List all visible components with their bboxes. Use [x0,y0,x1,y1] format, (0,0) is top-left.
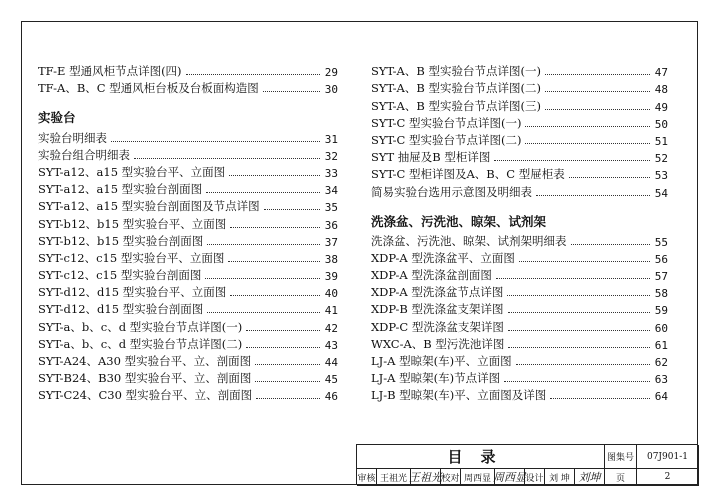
toc-entry [38,300,338,317]
dot-leader [246,330,320,331]
toc-entry-title: TF-A、B、C 型通风柜台板及台板面构造图 [38,81,259,96]
dot-leader [111,141,320,142]
dot-leader [536,195,650,196]
toc-entry [38,163,338,180]
section-gap [371,200,668,210]
toc-entry [38,197,338,214]
dot-leader [228,261,320,262]
reviewer-name: 王祖光 [377,469,411,486]
toc-entry-title: XDP-A 型洗涤盆平、立面图 [371,250,515,265]
toc-entry-page: 64 [654,390,668,404]
toc-entry [38,214,338,231]
page-label: 页 [605,469,637,486]
toc-entry-title: SYT-B24、B30 型实验台平、立、剖面图 [38,371,252,386]
toc-entry-title: WXC-A、B 型污洗池详图 [371,336,505,351]
toc-entry-title: 实验台组合明细表 [38,147,130,162]
dot-leader [504,381,650,382]
atlas-number-label: 图集号 [605,445,637,469]
toc-entry-title: SYT-a12、a15 型实验台剖面图 [38,182,203,197]
toc-entry-page: 36 [324,218,338,232]
title-block [356,444,698,485]
toc-entry-page: 54 [654,186,668,200]
toc-entry-page: 55 [654,235,668,249]
toc-entry-title: SYT-C 型柜详图及A、B、C 型屉柜表 [371,167,565,182]
toc-entry-title: XDP-C 型洗涤盆支架详图 [371,319,504,334]
toc-entry-page: 60 [654,321,668,335]
toc-entry-title: SYT-A、B 型实验台节点详图(三) [371,98,541,113]
dot-leader [508,312,650,313]
toc-entry-page: 38 [324,252,338,266]
toc-entry-page: 35 [324,201,338,215]
toc-entry-page: 56 [654,252,668,266]
reviewer-signature: 王祖光 [409,471,442,484]
toc-right-column [371,62,668,403]
dot-leader [263,91,320,92]
toc-entry-page: 52 [654,152,668,166]
dot-leader [205,278,320,279]
toc-entry-title: LJ-B 型晾架(车)平、立面图及详图 [371,388,547,403]
section-gap [38,96,338,106]
toc-entry-page: 30 [324,83,338,97]
dot-leader [246,347,320,348]
check-label: 校对 [441,469,461,486]
toc-entry [371,283,668,300]
dot-leader [134,158,320,159]
toc-entry-title: 实验台明细表 [38,130,107,145]
dot-leader [508,347,650,348]
toc-entry-title: SYT 抽屉及B 型柜详图 [371,150,491,165]
toc-entry [371,249,668,266]
page-number: 2 [637,469,699,486]
toc-entry [38,180,338,197]
toc-entry-title: SYT-b12、b15 型实验台剖面图 [38,233,204,248]
toc-entry-title: LJ-A 型晾架(车)节点详图 [371,371,501,386]
toc-entry-title: SYT-C24、C30 型实验台平、立、剖面图 [38,388,253,403]
toc-entry [371,165,668,182]
toc-left-column [38,62,338,403]
section-heading: 实验台 [38,110,76,126]
toc-entry [371,79,668,96]
toc-entry-title: SYT-c12、c15 型实验台平、立面图 [38,250,225,265]
dot-leader [230,295,320,296]
toc-entry-title: SYT-a、b、c、d 型实验台节点详图(一) [38,319,243,334]
toc-entry-title: SYT-b12、b15 型实验台平、立面图 [38,216,227,231]
toc-entry-title: SYT-a、b、c、d 型实验台节点详图(二) [38,336,243,351]
dot-leader [255,364,320,365]
toc-entry-page: 47 [654,66,668,80]
toc-entry-page: 33 [324,166,338,180]
toc-entry [371,62,668,79]
toc-entry-title: 简易实验台选用示意图及明细表 [371,184,532,199]
section-heading: 洗涤盆、污洗池、晾架、试剂架 [371,213,547,229]
toc-entry [371,114,668,131]
dot-leader [525,143,650,144]
dot-leader [264,209,320,210]
toc-entry-page: 57 [654,270,668,284]
toc-entry [38,62,338,79]
toc-entry [38,386,338,403]
toc-entry-page: 39 [324,270,338,284]
designer-name: 刘 坤 [545,469,575,486]
toc-entry [371,317,668,334]
toc-entry-page: 53 [654,169,668,183]
toc-entry-title: XDP-A 型洗涤盆剖面图 [371,268,492,283]
toc-entry-title: SYT-A、B 型实验台节点详图(一) [371,64,541,79]
toc-entry-page: 49 [654,100,668,114]
toc-entry [371,352,668,369]
toc-entry-title: TF-E 型通风柜节点详图(四) [38,64,182,79]
designer-signature: 刘坤 [575,469,605,486]
design-label: 设计 [525,469,545,486]
toc-entry-page: 44 [324,356,338,369]
toc-entry [38,249,338,266]
toc-entry-page: 46 [324,390,338,404]
signature-row [357,469,699,486]
toc-entry-title: SYT-A24、A30 型实验台平、立、剖面图 [38,354,252,368]
toc-entry-page: 62 [654,356,668,369]
toc-entry [371,232,668,249]
toc-entry-page: 42 [324,321,338,335]
checker-name: 周西显 [461,469,495,486]
toc-entry-page: 34 [324,184,338,198]
toc-entry [371,369,668,386]
dot-leader [496,278,650,279]
dot-leader [545,91,650,92]
toc-entry [371,266,668,283]
toc-entry [38,283,338,300]
toc-entry [371,148,668,165]
dot-leader [186,74,320,75]
toc-entry [38,335,338,352]
toc-entry [38,232,338,249]
toc-entry [371,300,668,317]
toc-entry-page: 48 [654,83,668,97]
toc-entry-title: XDP-A 型洗涤盆节点详图 [371,285,504,300]
toc-entry [371,386,668,403]
review-label: 审核 [357,469,377,486]
toc-entry [371,335,668,352]
toc-entry-title: 洗涤盆、污洗池、晾架、试剂架明细表 [371,233,567,248]
atlas-number: 07J901-1 [637,445,699,469]
toc-entry-title: SYT-C 型实验台节点详图(二) [371,132,522,147]
toc-entry-title: SYT-A、B 型实验台节点详图(二) [371,81,541,96]
toc-entry-title: SYT-c12、c15 型实验台剖面图 [38,268,202,283]
toc-entry-page: 50 [654,117,668,131]
dot-leader [507,295,650,296]
toc-entry [38,317,338,334]
toc-entry [38,79,338,96]
toc-entry-page: 32 [324,149,338,163]
dot-leader [571,244,651,245]
dot-leader [230,227,320,228]
toc-entry [38,369,338,386]
toc-entry-title: LJ-A 型晾架(车)平、立面图 [371,354,512,368]
toc-entry-title: SYT-C 型实验台节点详图(一) [371,115,522,130]
dot-leader [255,381,320,382]
toc-entry [371,131,668,148]
toc-entry-title: SYT-d12、d15 型实验台剖面图 [38,302,204,317]
toc-entry-page: 58 [654,287,668,301]
toc-entry [38,146,338,163]
toc-entry-title: SYT-d12、d15 型实验台平、立面图 [38,285,227,300]
toc-entry [38,266,338,283]
toc-entry [38,128,338,145]
dot-leader [508,330,650,331]
toc-entry-page: 51 [654,134,668,148]
toc-entry-page: 40 [324,287,338,301]
dot-leader [516,364,650,365]
dot-leader [207,244,320,245]
dot-leader [519,261,650,262]
dot-leader [550,398,650,399]
toc-entry-page: 63 [654,373,668,387]
toc-entry-page: 59 [654,304,668,318]
toc-entry-page: 45 [324,373,338,387]
toc-entry [371,182,668,199]
checker-signature: 周西显 [493,471,526,484]
dot-leader [229,175,320,176]
sheet-title: 目录 [357,445,605,469]
toc-entry-page: 61 [654,338,668,352]
dot-leader [256,398,320,399]
dot-leader [525,126,650,127]
toc-entry-page: 43 [324,338,338,352]
dot-leader [569,177,650,178]
toc-entry [371,96,668,113]
dot-leader [206,192,320,193]
toc-entry-page: 41 [324,304,338,318]
dot-leader [494,160,650,161]
toc-entry-page: 37 [324,235,338,249]
toc-entry-page: 29 [324,66,338,80]
dot-leader [207,312,320,313]
dot-leader [545,109,650,110]
toc-entry-title: XDP-B 型洗涤盆支架详图 [371,302,504,317]
toc-entry-title: SYT-a12、a15 型实验台剖面图及节点详图 [38,199,260,214]
toc-entry-title: SYT-a12、a15 型实验台平、立面图 [38,164,226,179]
toc-entry-page: 31 [324,132,338,146]
dot-leader [545,74,650,75]
toc-entry [38,352,338,369]
